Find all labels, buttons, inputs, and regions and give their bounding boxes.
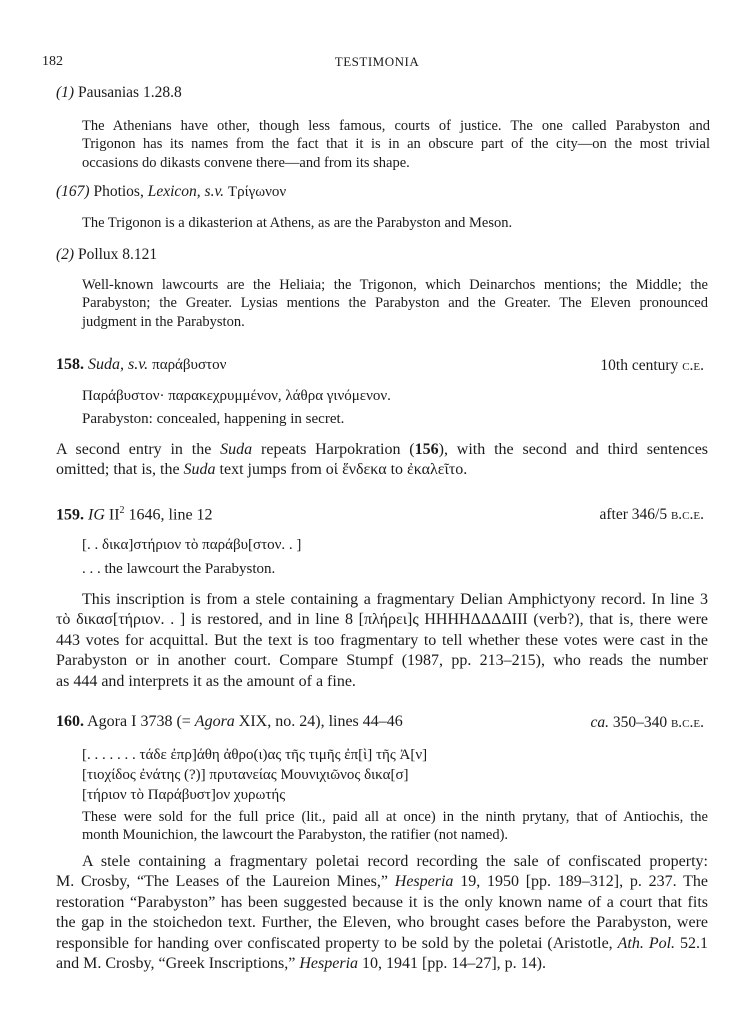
entry-159-source-volume: II: [108, 506, 120, 524]
entry-159-translation: . . . the lawcourt the Parabyston.: [82, 561, 276, 577]
text-line: as 444 and interprets it as the amount of a fine.: [56, 672, 356, 690]
entry-159-source-line: 1646, line 12: [128, 506, 213, 524]
greek-line: [τήριον τὸ Παράβυστ]ον χυρωτής: [82, 787, 286, 803]
testimonium-167-heading: [56, 183, 286, 201]
text-line: τὸ δικασ[τήριον. . ] is restored, and in line 8 [πλήρει]ς HHHHΔΔΔΔIII (verb?), that is, there were: [56, 611, 708, 629]
entry-160-date: [590, 714, 704, 732]
entry-158-number: 158.: [56, 356, 84, 373]
text-line: month Mounichion, the lawcourt the Parabyston, the ratifier (not named).: [82, 827, 509, 844]
text-line: This inscription is from a stele containing a fragmentary Delian Amphictyony record. In line 3: [82, 591, 708, 608]
entry-159-source-ig: IG: [88, 506, 105, 524]
text-line: Well-known lawcourts are the Heliaia; the Trigonon, which Deinarchos mentions; the Middle; the: [82, 277, 708, 293]
entry-159-number: 159.: [56, 506, 84, 524]
entry-158-lemma: παράβυστον: [152, 357, 227, 373]
date-prefix: ca.: [590, 714, 609, 731]
testimonium-167-lemma: Τρίγωνον: [227, 184, 287, 200]
entry-158-commentary: [56, 440, 708, 481]
entry-159-commentary: [56, 590, 708, 692]
entry-160-source: Agora I 3738 (=: [87, 713, 191, 730]
entry-159-heading: [56, 505, 213, 524]
entry-160-greek: [82, 745, 427, 805]
entry-158-greek: Παράβυστον· παρακεχρυμμένον, λάθρα γινόμενον.: [82, 388, 391, 404]
entry-158-date: [600, 357, 704, 375]
entry-159-date: [600, 506, 704, 524]
text-line: A second entry in the Suda repeats Harpokration (156), with the second and third sentences: [56, 441, 709, 458]
text-line: 443 votes for acquittal. But the text is too fragmentary to tell whether these votes were cast in the: [56, 631, 708, 649]
text-line: A stele containing a fragmentary poletai record recording the sale of confiscated property:: [82, 853, 708, 870]
testimonium-167-text: The Trigonon is a dikasterion at Athens, as are the Parabyston and Meson.: [82, 215, 513, 231]
testimonium-2-heading: [56, 246, 157, 264]
text-line: judgment in the Parabyston.: [82, 313, 245, 330]
testimonium-1-heading: [56, 84, 182, 102]
date-era: b.c.e.: [670, 506, 704, 523]
entry-158-source: Suda, s.v.: [88, 356, 149, 373]
text-line: restoration “Parabyston” has been suggested because it is the only known name of a court that fits: [56, 893, 708, 911]
date-era: b.c.e.: [670, 714, 704, 731]
date-text: 10th century: [600, 357, 679, 374]
text-line: occasions do dikasts convene there—and from its shape.: [82, 154, 410, 171]
testimonium-2-source: Pollux 8.121: [77, 246, 158, 263]
entry-160-source-series: Agora: [194, 713, 235, 730]
text-line: responsible for handing over confiscated property to be sold by the poletai (Aristotle, Ath. Pol. 52.1: [56, 934, 709, 952]
text-line: omitted; that is, the Suda text jumps from οἱ ἕνδεκα to ἐκαλεῖτο.: [56, 461, 468, 479]
page-number: 182: [42, 54, 63, 69]
entry-160-source-ref: XIX, no. 24), lines 44–46: [238, 713, 403, 730]
text-line: Parabyston; the Greater. Lysias mentions the Parabyston and the Greater. The Eleven pronounced: [82, 295, 708, 312]
entry-158-translation: Parabyston: concealed, happening in secret.: [82, 411, 345, 427]
entry-160-number: 160.: [56, 713, 84, 730]
entry-160-heading: [56, 713, 403, 731]
entry-160-translation: [82, 808, 708, 845]
text-line: These were sold for the full price (lit., paid all at once) in the ninth prytany, that of Antiochis, the: [82, 809, 708, 825]
text-line: the gap in the stoichedon text. Further, the Eleven, who brought cases before the Parabyston, were: [56, 914, 708, 932]
text-line: The Athenians have other, though less famous, courts of justice. The one called Parabyston and: [82, 118, 710, 134]
testimonium-2-number: (2): [56, 246, 75, 263]
entry-159-source-edition: 2: [119, 505, 125, 516]
date-era: c.e.: [682, 357, 704, 374]
text-line: Parabyston or in another court. Compare Stumpf (1987, pp. 213–215), who reads the number: [56, 652, 708, 670]
running-title: TESTIMONIA: [334, 54, 420, 69]
entry-158-heading: [56, 356, 226, 374]
testimonium-167-number: (167): [56, 183, 90, 200]
testimonium-1-text: [82, 117, 710, 172]
entry-160-commentary: [56, 852, 708, 974]
testimonium-1-source: Pausanias 1.28.8: [77, 84, 182, 101]
text-line: Trigonon has its names from the fact that it is in an obscure part of the city—on the most trivial: [82, 136, 710, 153]
text-line: and M. Crosby, “Greek Inscriptions,” Hesperia 10, 1941 [pp. 14–27], p. 14).: [56, 955, 546, 973]
date-text: after 346/5: [599, 506, 668, 523]
testimonium-2-text: [82, 276, 708, 331]
testimonium-1-number: (1): [56, 84, 75, 101]
date-text: 350–340: [612, 714, 668, 731]
greek-line: [. . . . . . . τάδε ἐπρ]άθη ἀθρο(ι)ας τῆς τιμῆς ἐπ[ὶ] τῆς Ἀ[ν]: [82, 747, 428, 763]
text-line: M. Crosby, “The Leases of the Laureion Mines,” Hesperia 19, 1950 [pp. 189–312], p. 237. The: [56, 873, 709, 891]
testimonium-167-author: Photios,: [93, 183, 144, 200]
greek-line: [τιοχίδος ἐνάτης (?)] πρυτανείας Μουνιχιῶνος δικα[σ]: [82, 767, 409, 783]
testimonium-167-work: Lexicon, s.v.: [147, 183, 225, 200]
entry-159-greek: [. . δικα]στήριον τὸ παράβυ[στον. . ]: [82, 537, 302, 553]
